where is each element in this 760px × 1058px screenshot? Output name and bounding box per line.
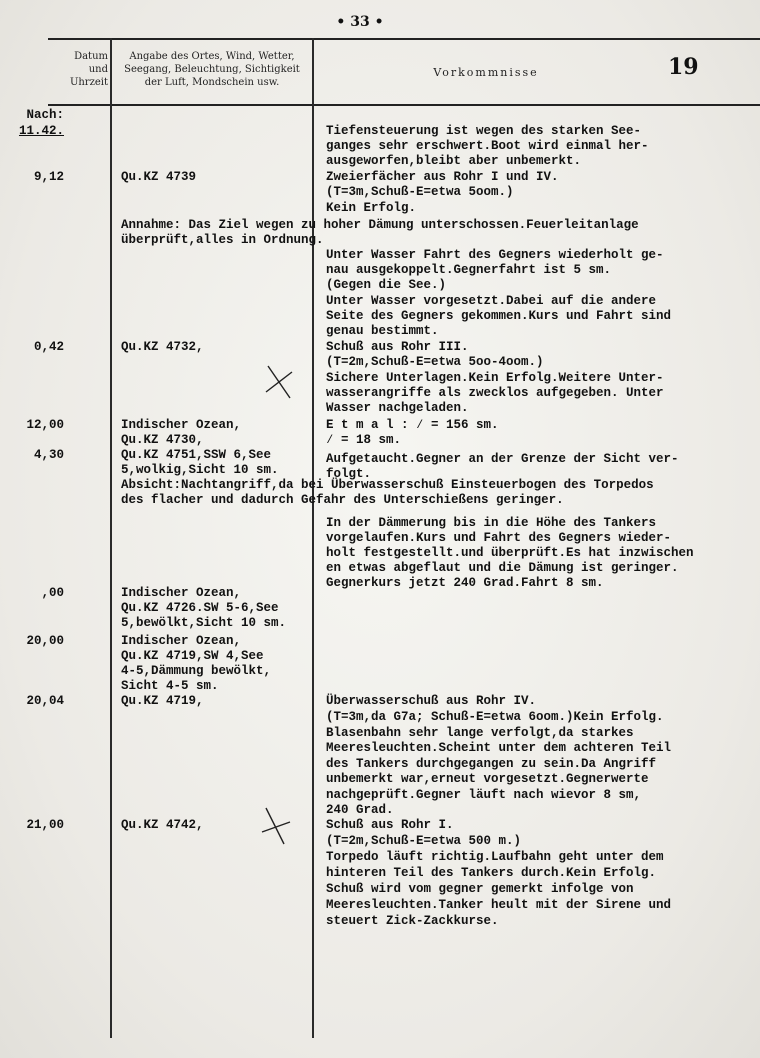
handwritten-cross-mark (258, 806, 292, 846)
place-entry: Indischer Ozean, (121, 634, 242, 648)
header-date-column: Datum und Uhrzeit (69, 51, 108, 88)
column-divider-place (312, 38, 314, 1038)
time-entry: 4,30 (33, 448, 64, 462)
place-entry: Qu.KZ 4726.SW 5-6,See (121, 601, 279, 615)
annotation-line: Annahme: Das Ziel wegen zu hoher Dämung unterschossen.Feuerleitanlage (121, 218, 639, 232)
header-place-column: Angabe des Ortes, Wind, Wetter, Seegang, Beleuchtung, Sichtigkeit der Luft, Mondschein usw. (124, 51, 300, 88)
column-divider-date (110, 38, 112, 1038)
page-number: • 33 • (336, 14, 384, 30)
event-line: des Tankers durchgegangen zu sein.Da Angriff (326, 757, 657, 771)
event-line: Meeresleuchten.Scheint unter dem achteren Teil (326, 741, 672, 755)
event-line: vorgelaufen.Kurs und Fahrt des Gegners wieder- (326, 531, 672, 545)
time-entry: 20,00 (26, 634, 64, 648)
time-entry: 20,04 (26, 694, 64, 708)
annotation-line: Absicht:Nachtangriff,da bei Überwasserschuß Einsteuerbogen des Torpedos (121, 478, 654, 492)
event-line: Überwasserschuß aus Rohr IV. (326, 694, 537, 708)
time-entry: ,00 (41, 586, 64, 600)
event-line: Zweierfächer aus Rohr I und IV. (326, 170, 559, 184)
event-line: ⁄ = 18 sm. (326, 433, 402, 447)
event-line: Meeresleuchten.Tanker heult mit der Sirene und (326, 898, 672, 912)
place-entry: Qu.KZ 4719, (121, 694, 204, 708)
event-line: unbemerkt war,erneut vorgesetzt.Gegnerwerte (326, 772, 649, 786)
time-entry: 0,42 (33, 340, 64, 354)
event-line: Blasenbahn sehr lange verfolgt,da starkes (326, 726, 634, 740)
event-line: Schuß wird vom gegner gemerkt infolge von (326, 882, 634, 896)
event-line: (T=2m,Schuß-E=etwa 500 m.) (326, 834, 522, 848)
event-line: (T=3m,da G7a; Schuß-E=etwa 6oom.)Kein Erfolg. (326, 710, 664, 724)
place-entry: 4-5,Dämmung bewölkt, (121, 664, 272, 678)
time-entry: 12,00 (26, 418, 64, 432)
event-line: 240 Grad. (326, 803, 394, 817)
event-line: genau bestimmt. (326, 324, 439, 338)
event-line: Kein Erfolg. (326, 201, 417, 215)
event-line: hinteren Teil des Tankers durch.Kein Erfolg. (326, 866, 657, 880)
place-entry: Indischer Ozean, (121, 586, 242, 600)
annotation-line: des flacher und dadurch Gefahr des Unterschießens geringer. (121, 493, 564, 507)
event-line: en etwas abgeflaut und die Dämung ist geringer. (326, 561, 679, 575)
event-line: folgt. (326, 467, 372, 481)
place-entry: Qu.KZ 4732, (121, 340, 204, 354)
event-line: ganges sehr erschwert.Boot wird einmal her- (326, 139, 649, 153)
annotation-line: überprüft,alles in Ordnung. (121, 233, 324, 247)
header-top-rule (48, 38, 760, 40)
sheet-number: 19 (668, 54, 699, 80)
date-header-date: 11.42. (18, 124, 64, 138)
place-entry: Qu.KZ 4730, (121, 433, 204, 447)
place-entry: Qu.KZ 4739 (121, 170, 197, 184)
event-line: E t m a l : ⁄ = 156 sm. (326, 418, 499, 432)
event-line: (T=2m,Schuß-E=etwa 5oo-4oom.) (326, 355, 544, 369)
event-line: In der Dämmerung bis in die Höhe des Tankers (326, 516, 657, 530)
event-line: Gegnerkurs jetzt 240 Grad.Fahrt 8 sm. (326, 576, 604, 590)
event-line: Unter Wasser vorgesetzt.Dabei auf die andere (326, 294, 657, 308)
event-line: nachgeprüft.Gegner läuft nach wievor 8 sm, (326, 788, 642, 802)
event-line: Aufgetaucht.Gegner an der Grenze der Sicht ver- (326, 452, 679, 466)
date-header-nach: Nach: (26, 108, 64, 122)
event-line: Unter Wasser Fahrt des Gegners wiederholt ge- (326, 248, 664, 262)
header-bottom-rule (48, 104, 760, 106)
header-events-column: Vorkommnisse (433, 66, 539, 79)
handwritten-cross-mark (262, 362, 296, 402)
event-line: holt festgestellt.und überprüft.Es hat inzwischen (326, 546, 694, 560)
place-entry: Qu.KZ 4719,SW 4,See (121, 649, 264, 663)
time-entry: 9,12 (33, 170, 64, 184)
event-line: Seite des Gegners gekommen.Kurs und Fahrt sind (326, 309, 672, 323)
place-entry: Qu.KZ 4751,SSW 6,See (121, 448, 272, 462)
event-line: steuert Zick-Zackkurse. (326, 914, 499, 928)
place-entry: Sicht 4-5 sm. (121, 679, 219, 693)
event-line: nau ausgekoppelt.Gegnerfahrt ist 5 sm. (326, 263, 612, 277)
event-line: Wasser nachgeladen. (326, 401, 469, 415)
event-line: Tiefensteuerung ist wegen des starken See- (326, 124, 642, 138)
event-line: Torpedo läuft richtig.Laufbahn geht unter dem (326, 850, 664, 864)
event-line: Schuß aus Rohr III. (326, 340, 469, 354)
time-entry: 21,00 (26, 818, 64, 832)
place-entry: Indischer Ozean, (121, 418, 242, 432)
event-line: Schuß aus Rohr I. (326, 818, 454, 832)
place-entry: 5,wolkig,Sicht 10 sm. (121, 463, 279, 477)
event-line: wasserangriffe als zwecklos aufgegeben. Unter (326, 386, 664, 400)
event-line: (T=3m,Schuß-E=etwa 5oom.) (326, 185, 514, 199)
place-entry: 5,bewölkt,Sicht 10 sm. (121, 616, 287, 630)
place-entry: Qu.KZ 4742, (121, 818, 204, 832)
event-line: (Gegen die See.) (326, 278, 447, 292)
event-line: ausgeworfen,bleibt aber unbemerkt. (326, 154, 582, 168)
event-line: Sichere Unterlagen.Kein Erfolg.Weitere Unter- (326, 371, 664, 385)
